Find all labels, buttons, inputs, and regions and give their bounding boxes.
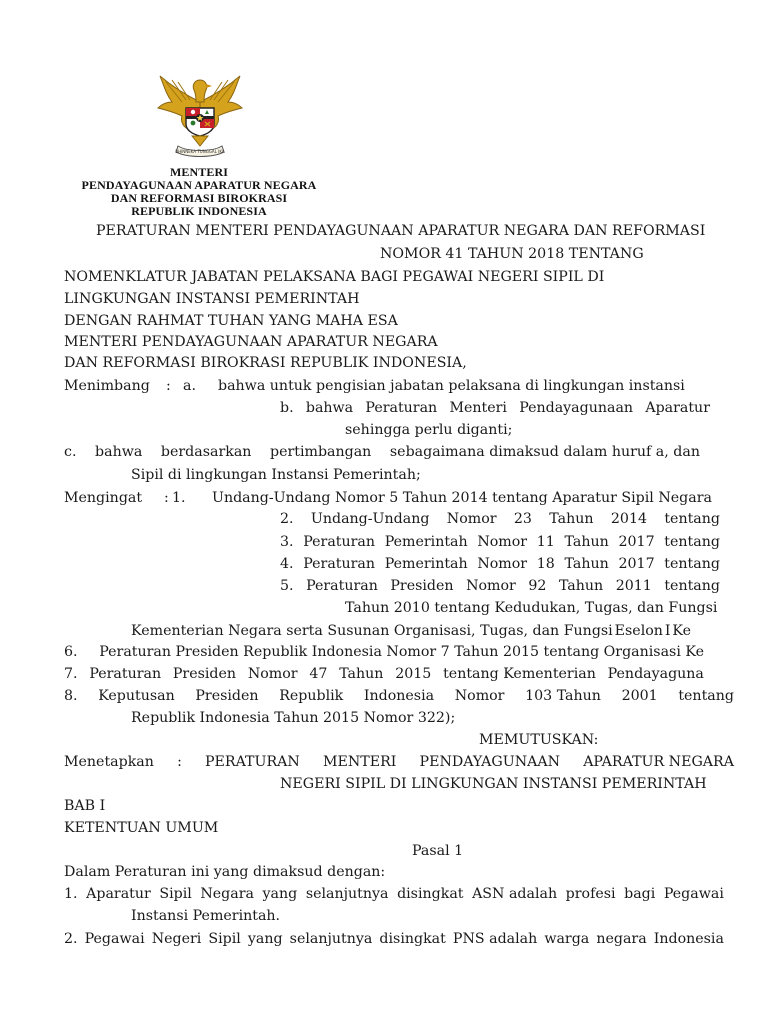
menimbang-a-text: bahwa untuk pengisian jabatan pelaksana di lingkungan instansi <box>218 378 685 394</box>
definition-2-word: Indonesia <box>653 931 724 947</box>
definition-1-word: disingkat <box>397 886 464 902</box>
menetapkan-cont: NEGERI SIPIL DI LINGKUNGAN INSTANSI PEMERINTAH <box>280 776 707 792</box>
chapter-title: KETENTUAN UMUM <box>64 820 219 836</box>
mengingat-item3-word: 3. <box>280 534 294 550</box>
memutuskan-heading: MEMUTUSKAN: <box>479 732 599 748</box>
definition-2-word: Pegawai <box>84 931 145 947</box>
title-line-3: NOMENKLATUR JABATAN PELAKSANA BAGI PEGAWAI NEGERI SIPIL DI <box>64 269 605 285</box>
mengingat-item7-word: Peraturan <box>89 666 162 682</box>
mengingat-item1-text: Undang-Undang Nomor 5 Tahun 2014 tentang Aparatur Sipil Negara <box>212 490 712 506</box>
menimbang-b-line <box>280 399 710 417</box>
mengingat-item7-word: Presiden <box>172 666 237 682</box>
title-line-2: NOMOR 41 TAHUN 2018 TENTANG <box>380 246 644 262</box>
definition-1-word: Negara <box>200 886 254 902</box>
mengingat-item3-line <box>280 533 720 551</box>
mengingat-item5-word: 92 <box>528 578 547 594</box>
garuda-emblem-icon <box>152 72 248 158</box>
definition-2-word: 2. <box>64 931 78 947</box>
definition-1-cont: Instansi Pemerintah. <box>131 908 281 924</box>
mengingat-colon: : <box>164 490 169 506</box>
mengingat-item4-line <box>280 555 720 573</box>
menetapkan-word: PERATURAN <box>205 754 300 770</box>
mengingat-item6-word: 6. <box>64 644 78 660</box>
definition-1-line <box>64 885 724 903</box>
mengingat-kementerian-word: I <box>664 623 671 639</box>
mengingat-item3-word: tentang <box>664 534 720 550</box>
mengingat-item4-word: Pemerintah <box>384 556 468 572</box>
menimbang-b-word: Aparatur <box>645 400 710 416</box>
mengingat-item3-word: 11 <box>536 534 555 550</box>
menimbang-b-word: b. <box>280 400 294 416</box>
definition-1-word: yang <box>262 886 298 902</box>
mengingat-item8-word: Republik <box>279 688 344 704</box>
mengingat-item2-word: tentang <box>664 511 720 527</box>
definition-2-word: warga <box>544 931 590 947</box>
menetapkan-word: Menetapkan <box>64 754 154 770</box>
title-line-5: DENGAN RAHMAT TUHAN YANG MAHA ESA <box>64 313 398 329</box>
mengingat-item7-word: 2015 <box>395 666 432 682</box>
mengingat-item8-word: 103 Tahun <box>525 688 601 704</box>
definitions-intro: Dalam Peraturan ini yang dimaksud dengan: <box>64 864 386 880</box>
mengingat-item2-word: 23 <box>513 511 532 527</box>
menimbang-c-word: bahwa <box>95 444 143 460</box>
letterhead <box>64 68 334 220</box>
mengingat-item4-word: Nomor <box>477 556 528 572</box>
mengingat-item5-word: 2011 <box>615 578 652 594</box>
mengingat-kementerian-word: Kementerian Negara serta Susunan Organisasi, Tugas, dan Fungsi <box>131 623 613 639</box>
definition-1-word: 1. <box>64 886 78 902</box>
definition-2-word: Sipil <box>208 931 241 947</box>
mengingat-item5-word: Peraturan <box>306 578 378 594</box>
mengingat-item8-word: 2001 <box>621 688 658 704</box>
menimbang-c-cont: Sipil di lingkungan Instansi Pemerintah; <box>131 467 421 483</box>
ministry-line-3: DAN REFORMASI BIROKRASI <box>110 191 288 205</box>
menimbang-c-line <box>64 443 700 461</box>
menetapkan-word: : <box>177 754 182 770</box>
definition-1-word: profesi <box>565 886 616 902</box>
definition-1-word: Sipil <box>159 886 192 902</box>
menimbang-b-word: Peraturan <box>365 400 438 416</box>
mengingat-item7-word: Tahun <box>339 666 384 682</box>
mengingat-item3-word: Pemerintah <box>384 534 468 550</box>
mengingat-label: Mengingat <box>64 490 143 506</box>
definition-1-word: bagi <box>624 886 656 902</box>
definition-2-line <box>64 930 724 948</box>
mengingat-item4-word: Tahun <box>564 556 609 572</box>
mengingat-item5-word: tentang <box>664 578 720 594</box>
mengingat-item8-line <box>64 687 734 705</box>
mengingat-item2-word: Undang-Undang <box>310 511 430 527</box>
mengingat-item3-word: Peraturan <box>303 534 376 550</box>
mengingat-item2-word: Tahun <box>549 511 594 527</box>
mengingat-kementerian-word: Ke <box>672 623 691 639</box>
menimbang-b-word: Pendayagunaan <box>519 400 634 416</box>
mengingat-item5-line <box>280 577 720 595</box>
mengingat-item4-word: 4. <box>280 556 294 572</box>
menetapkan-word: APARATUR NEGARA <box>583 754 734 770</box>
mengingat-item8-cont: Republik Indonesia Tahun 2015 Nomor 322); <box>131 710 456 726</box>
menetapkan-word: MENTERI <box>322 754 397 770</box>
mengingat-item8-word: Presiden <box>195 688 259 704</box>
menimbang-b-word: Menteri <box>449 400 507 416</box>
mengingat-item2-word: 2. <box>280 511 294 527</box>
mengingat-item5-word: Tahun <box>558 578 604 594</box>
mengingat-item3-word: Tahun <box>564 534 609 550</box>
menimbang-b-cont: sehingga perlu diganti; <box>345 422 513 438</box>
definition-1-word: Aparatur <box>86 886 151 902</box>
mengingat-item7-word: 47 <box>309 666 328 682</box>
chapter-number: BAB I <box>64 798 106 814</box>
menetapkan-word: PENDAYAGUNAAN <box>419 754 561 770</box>
menimbang-c-word: berdasarkan <box>160 444 252 460</box>
mengingat-item4-word: tentang <box>664 556 720 572</box>
mengingat-item5-word: 5. <box>280 578 294 594</box>
mengingat-item2-line <box>280 510 720 528</box>
mengingat-item8-word: Keputusan <box>98 688 175 704</box>
definition-2-word: disingkat <box>379 931 446 947</box>
mengingat-item7-word: Pendayaguna <box>607 666 704 682</box>
definition-1-word: Pegawai <box>663 886 724 902</box>
mengingat-item7-line <box>64 665 704 683</box>
mengingat-item6-line <box>64 643 704 661</box>
definition-2-word: Negeri <box>151 931 202 947</box>
mengingat-item4-word: 18 <box>536 556 555 572</box>
mengingat-item5-cont: Tahun 2010 tentang Kedudukan, Tugas, dan Fungsi <box>345 600 718 616</box>
mengingat-item3-word: Nomor <box>477 534 528 550</box>
definition-1-word: ASN adalah <box>472 886 558 902</box>
mengingat-kementerian-line <box>131 622 691 640</box>
mengingat-item6-word: Peraturan Presiden Republik Indonesia Nomor 7 Tahun 2015 tentang Organisasi Ke <box>99 644 704 660</box>
mengingat-item7-word: Nomor <box>247 666 298 682</box>
definition-1-word: selanjutnya <box>305 886 389 902</box>
ministry-line-4: REPUBLIK INDONESIA <box>131 204 267 218</box>
menimbang-colon: : <box>166 378 171 394</box>
mengingat-item8-word: Nomor <box>454 688 505 704</box>
menetapkan-line <box>64 753 734 771</box>
definition-2-word: yang <box>247 931 283 947</box>
menimbang-b-word: bahwa <box>305 400 354 416</box>
title-line-4: LINGKUNGAN INSTANSI PEMERINTAH <box>64 291 360 307</box>
title-line-6: MENTERI PENDAYAGUNAAN APARATUR NEGARA <box>64 334 438 350</box>
mengingat-item7-word: 7. <box>64 666 78 682</box>
mengingat-item4-word: Peraturan <box>303 556 376 572</box>
ministry-line-1: MENTERI <box>169 165 229 179</box>
article-heading: Pasal 1 <box>412 843 464 859</box>
definition-2-word: PNS adalah <box>452 931 538 947</box>
mengingat-item8-word: 8. <box>64 688 78 704</box>
mengingat-item7-word: tentang Kementerian <box>443 666 596 682</box>
mengingat-item4-word: 2017 <box>618 556 655 572</box>
definition-2-word: negara <box>596 931 647 947</box>
mengingat-item2-word: 2014 <box>610 511 647 527</box>
mengingat-item1-marker: 1. <box>172 490 186 506</box>
title-line-7: DAN REFORMASI BIROKRASI REPUBLIK INDONESIA, <box>64 355 467 371</box>
menimbang-c-word: c. <box>64 444 77 460</box>
menimbang-a-marker: a. <box>183 378 196 394</box>
menimbang-c-word: pertimbangan <box>270 444 372 460</box>
mengingat-item2-word: Nomor <box>446 511 497 527</box>
mengingat-item8-word: tentang <box>678 688 734 704</box>
svg-text:BHINNEKA TUNGGAL IKA: BHINNEKA TUNGGAL IKA <box>175 149 225 154</box>
mengingat-item3-word: 2017 <box>618 534 655 550</box>
definition-2-word: selanjutnya <box>289 931 373 947</box>
menimbang-c-word: sebagaimana dimaksud dalam huruf a, dan <box>389 444 700 460</box>
ministry-line-2: PENDAYAGUNAAN APARATUR NEGARA <box>81 178 317 192</box>
title-line-1: PERATURAN MENTERI PENDAYAGUNAAN APARATUR NEGARA DAN REFORMASI <box>96 223 706 239</box>
mengingat-item8-word: Indonesia <box>363 688 435 704</box>
menimbang-label: Menimbang <box>64 378 150 394</box>
mengingat-item5-word: Nomor <box>466 578 516 594</box>
mengingat-item5-word: Presiden <box>390 578 454 594</box>
mengingat-kementerian-word: Eselon <box>614 623 663 639</box>
